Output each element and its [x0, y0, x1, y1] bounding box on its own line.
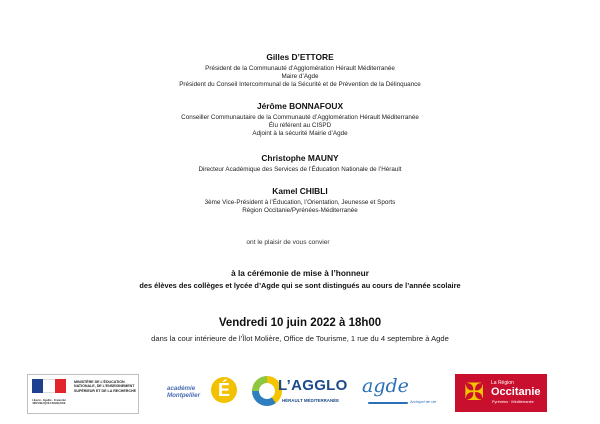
host-role: Élu référent au CISPD [268, 122, 332, 130]
agde-logo [360, 374, 446, 412]
ministry-logo [27, 374, 139, 414]
academie-line2: Montpellier [167, 392, 201, 399]
ministry-text: MINISTÈRE DE L’ÉDUCATION NATIONALE, DE L’ENSEIGNEMENT SUPÉRIEUR ET DE LA RECHERCHE [74, 380, 136, 393]
invite-text: ont le plaisir de vous convier [246, 239, 330, 246]
agde-subtitle: Archipel de vie [410, 399, 437, 404]
host-role: Maire d’Agde [281, 73, 319, 81]
host-2 [0, 101, 600, 139]
region-name: Occitanie [491, 386, 541, 398]
host-1 [0, 52, 600, 90]
agde-wave-icon [368, 402, 408, 404]
republic-text: Liberté · Égalité · Fraternité RÉPUBLIQUE FRANÇAISE [32, 399, 66, 405]
host-role: Président de la Communauté d’Agglomération Hérault Méditerranée [205, 65, 395, 72]
region-logo [455, 374, 547, 412]
host-name: Gilles D’ETTORE [266, 52, 334, 62]
host-role: 3ème Vice-Président à l’Éducation, l’Orientation, Jeunesse et Sports [204, 199, 396, 206]
host-role: Région Occitanie/Pyrénées-Méditerranée [242, 207, 358, 215]
host-role: Directeur Académique des Services de l’Éducation Nationale de l’Hérault [198, 166, 402, 173]
occitan-cross-icon: ✠ [463, 379, 485, 406]
event-date: Vendredi 10 juin 2022 à 18h00 [218, 317, 382, 329]
ceremony-subtitle: des élèves des collèges et lycée d’Agde qui se sont distingués au cours de l’année scolaire [139, 281, 461, 290]
academie-e-icon: É [211, 377, 237, 403]
ceremony-title: à la cérémonie de mise à l’honneur [231, 268, 369, 278]
academie-text [167, 385, 200, 399]
host-role: Conseiller Communautaire de la Communauté d’Agglomération Hérault Méditerranée [181, 114, 419, 121]
host-name: Christophe MAUNY [261, 153, 339, 163]
agde-name: agde [362, 375, 409, 397]
french-flag-icon [32, 379, 66, 393]
region-small-text: La Région [491, 380, 514, 386]
host-role: Adjoint à la sécurité Mairie d’Agde [252, 130, 348, 138]
host-3 [0, 153, 600, 174]
host-name: Jérôme BONNAFOUX [256, 101, 344, 111]
agglo-logo [252, 374, 346, 412]
agglo-subtitle: HÉRAULT MÉDITERRANÉE [282, 398, 339, 403]
host-name: Kamel CHIBLI [272, 186, 328, 196]
host-role: Président du Conseil Intercommunal de la Sécurité et de Prévention de la Délinquance [179, 81, 421, 89]
region-subtitle: Pyrénées · Méditerranée [492, 400, 534, 404]
agglo-name: L’AGGLO [278, 377, 348, 394]
event-place: dans la cour intérieure de l’Îlot Molière, Office de Tourisme, 1 rue du 4 septembre à Agde [151, 334, 449, 343]
academie-line1: académie [167, 385, 196, 392]
academie-logo [163, 374, 237, 412]
host-4 [0, 186, 600, 215]
